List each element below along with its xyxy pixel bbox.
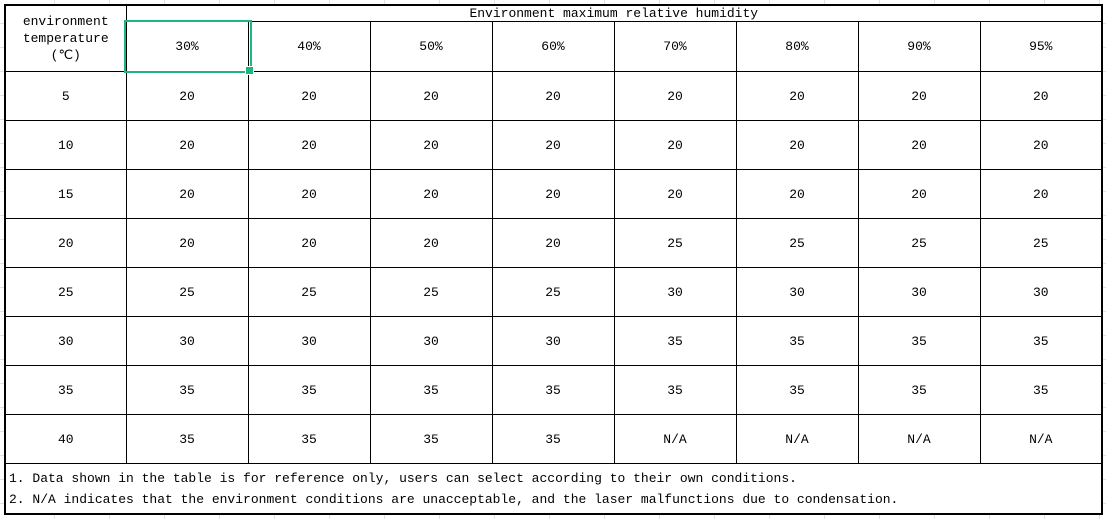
value-cell[interactable]: 35 — [248, 415, 370, 464]
value-cell[interactable]: 35 — [248, 366, 370, 415]
humidity-header-cell[interactable]: 60% — [492, 22, 614, 72]
value-cell[interactable]: 20 — [614, 72, 736, 121]
value-cell[interactable]: 20 — [614, 121, 736, 170]
value-cell[interactable]: 35 — [858, 317, 980, 366]
value-cell[interactable]: N/A — [736, 415, 858, 464]
value-cell[interactable]: 25 — [492, 268, 614, 317]
value-cell[interactable]: 20 — [492, 72, 614, 121]
value-cell[interactable]: 30 — [126, 317, 248, 366]
value-cell[interactable]: 35 — [370, 415, 492, 464]
table-row — [5, 317, 1102, 366]
table-row — [5, 415, 1102, 464]
value-cell[interactable]: 20 — [370, 72, 492, 121]
value-cell[interactable]: N/A — [858, 415, 980, 464]
humidity-header-cell[interactable]: 30% — [126, 22, 248, 72]
table-row — [5, 268, 1102, 317]
value-cell[interactable]: 25 — [736, 219, 858, 268]
value-cell[interactable]: 25 — [248, 268, 370, 317]
temperature-cell[interactable]: 5 — [5, 72, 126, 121]
humidity-header-cell[interactable]: 50% — [370, 22, 492, 72]
value-cell[interactable]: 25 — [126, 268, 248, 317]
temperature-cell[interactable]: 10 — [5, 121, 126, 170]
humidity-header-cell[interactable]: 70% — [614, 22, 736, 72]
value-cell[interactable]: 35 — [126, 366, 248, 415]
value-cell[interactable]: 35 — [736, 317, 858, 366]
selection-box[interactable] — [124, 20, 252, 73]
value-cell[interactable]: 20 — [858, 121, 980, 170]
value-cell[interactable]: 35 — [980, 317, 1102, 366]
corner-header-cell[interactable] — [5, 5, 126, 72]
value-cell[interactable]: 30 — [248, 317, 370, 366]
value-cell[interactable]: 20 — [858, 72, 980, 121]
value-cell[interactable]: 35 — [858, 366, 980, 415]
value-cell[interactable]: 20 — [126, 219, 248, 268]
value-cell[interactable]: 20 — [248, 219, 370, 268]
value-cell[interactable]: 20 — [248, 121, 370, 170]
table-row — [5, 219, 1102, 268]
value-cell[interactable]: 20 — [492, 121, 614, 170]
table-row — [5, 121, 1102, 170]
humidity-header-cell[interactable]: 90% — [858, 22, 980, 72]
value-cell[interactable]: 20 — [126, 170, 248, 219]
value-cell[interactable]: 20 — [736, 170, 858, 219]
humidity-table — [4, 4, 1103, 515]
notes-cell[interactable] — [5, 464, 1102, 515]
value-cell[interactable]: 20 — [980, 121, 1102, 170]
value-cell[interactable]: N/A — [614, 415, 736, 464]
value-cell[interactable]: 20 — [370, 170, 492, 219]
value-cell[interactable]: 35 — [492, 415, 614, 464]
corner-header-line: environment — [22, 14, 109, 29]
notes-row — [5, 464, 1102, 515]
temperature-cell[interactable]: 35 — [5, 366, 126, 415]
value-cell[interactable]: 20 — [126, 72, 248, 121]
table-row — [5, 170, 1102, 219]
note-line-2: 2. N/A indicates that the environment conditions are unacceptable, and the laser malfunctions due to condensation. — [9, 491, 899, 507]
value-cell[interactable]: 25 — [370, 268, 492, 317]
value-cell[interactable]: 20 — [248, 170, 370, 219]
value-cell[interactable]: 30 — [370, 317, 492, 366]
temperature-cell[interactable]: 20 — [5, 219, 126, 268]
value-cell[interactable]: 25 — [858, 219, 980, 268]
value-cell[interactable]: 35 — [492, 366, 614, 415]
value-cell[interactable]: 25 — [614, 219, 736, 268]
value-cell[interactable]: 20 — [980, 72, 1102, 121]
temperature-cell[interactable]: 25 — [5, 268, 126, 317]
table-row — [5, 72, 1102, 121]
corner-header-line: temperature — [22, 31, 109, 46]
table-row — [5, 366, 1102, 415]
humidity-header-cell[interactable]: 80% — [736, 22, 858, 72]
value-cell[interactable]: 35 — [126, 415, 248, 464]
top-header-cell[interactable]: Environment maximum relative humidity — [126, 5, 1102, 22]
value-cell[interactable]: 20 — [736, 72, 858, 121]
value-cell[interactable]: 35 — [614, 317, 736, 366]
value-cell[interactable]: 30 — [858, 268, 980, 317]
humidity-header-cell[interactable]: 95% — [980, 22, 1102, 72]
value-cell[interactable]: 35 — [980, 366, 1102, 415]
value-cell[interactable]: 30 — [492, 317, 614, 366]
value-cell[interactable]: 30 — [736, 268, 858, 317]
fill-handle-icon[interactable] — [245, 66, 254, 75]
value-cell[interactable]: N/A — [980, 415, 1102, 464]
value-cell[interactable]: 20 — [370, 121, 492, 170]
value-cell[interactable]: 20 — [736, 121, 858, 170]
corner-header-line: (℃) — [50, 48, 81, 63]
value-cell[interactable]: 35 — [736, 366, 858, 415]
temperature-cell[interactable]: 30 — [5, 317, 126, 366]
value-cell[interactable]: 20 — [492, 219, 614, 268]
value-cell[interactable]: 20 — [614, 170, 736, 219]
value-cell[interactable]: 20 — [370, 219, 492, 268]
value-cell[interactable]: 20 — [980, 170, 1102, 219]
value-cell[interactable]: 35 — [370, 366, 492, 415]
value-cell[interactable]: 20 — [858, 170, 980, 219]
value-cell[interactable]: 20 — [126, 121, 248, 170]
value-cell[interactable]: 20 — [248, 72, 370, 121]
humidity-header-cell[interactable]: 40% — [248, 22, 370, 72]
value-cell[interactable]: 20 — [492, 170, 614, 219]
temperature-cell[interactable]: 15 — [5, 170, 126, 219]
note-line-1: 1. Data shown in the table is for reference only, users can select according to their own conditions. — [9, 470, 797, 486]
value-cell[interactable]: 30 — [614, 268, 736, 317]
temperature-cell[interactable]: 40 — [5, 415, 126, 464]
value-cell[interactable]: 25 — [980, 219, 1102, 268]
value-cell[interactable]: 30 — [980, 268, 1102, 317]
value-cell[interactable]: 35 — [614, 366, 736, 415]
